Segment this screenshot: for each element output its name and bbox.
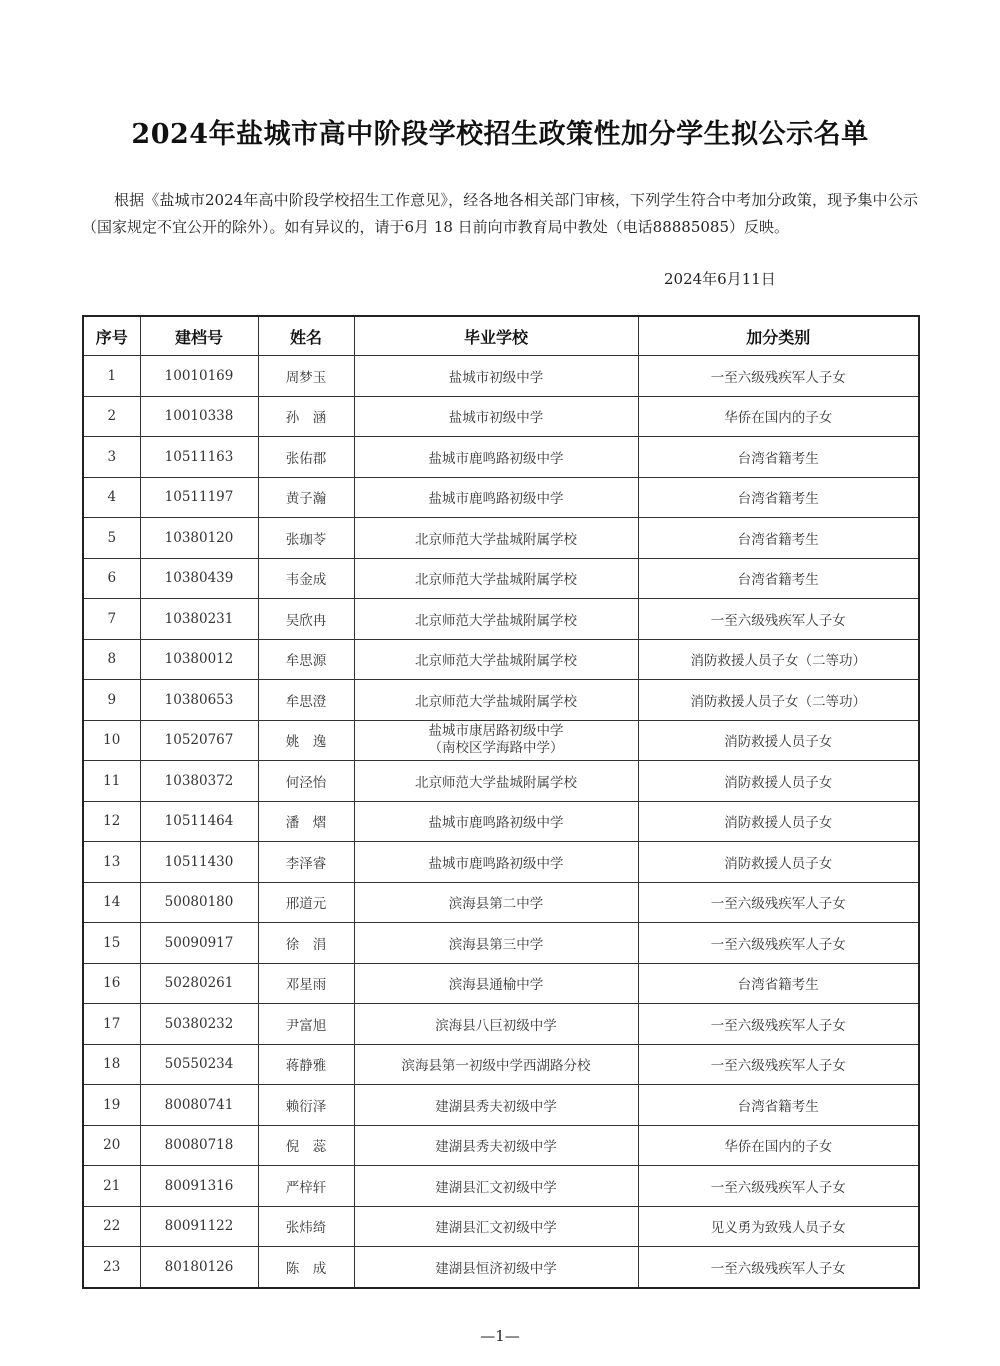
file-id-cell: 10380653 <box>140 680 258 721</box>
category-cell: 台湾省籍考生 <box>638 963 919 1004</box>
school-cell: 北京师范大学盐城附属学校 <box>354 761 638 802</box>
table-row <box>83 842 919 883</box>
school-cell: 盐城市鹿鸣路初级中学 <box>354 437 638 478</box>
category-cell: 消防救援人员子女 <box>638 801 919 842</box>
header-school: 毕业学校 <box>354 316 638 356</box>
serial-cell: 22 <box>83 1206 140 1247</box>
serial-cell: 16 <box>83 963 140 1004</box>
file-id-cell: 10511464 <box>140 801 258 842</box>
category-cell: 一至六级残疾军人子女 <box>638 1247 919 1288</box>
file-id-cell: 80080718 <box>140 1125 258 1166</box>
file-id-cell: 80091316 <box>140 1166 258 1207</box>
student-name-cell: 尹富旭 <box>258 1004 354 1045</box>
student-list-table <box>82 315 920 1289</box>
student-name-cell: 吴欣冉 <box>258 599 354 640</box>
file-id-cell: 10380120 <box>140 518 258 559</box>
document-title: 2024年盐城市高中阶段学校招生政策性加分学生拟公示名单 <box>131 119 869 150</box>
student-name-cell: 邢道元 <box>258 882 354 923</box>
student-name-cell: 牟思源 <box>258 639 354 680</box>
serial-cell: 20 <box>83 1125 140 1166</box>
table-row <box>83 1044 919 1085</box>
category-cell: 台湾省籍考生 <box>638 477 919 518</box>
category-cell: 一至六级残疾军人子女 <box>638 923 919 964</box>
file-id-cell: 80180126 <box>140 1247 258 1288</box>
school-cell: 北京师范大学盐城附属学校 <box>354 639 638 680</box>
table-row <box>83 437 919 478</box>
school-cell: 北京师范大学盐城附属学校 <box>354 518 638 559</box>
student-name-cell: 周梦玉 <box>258 356 354 397</box>
table-row <box>83 680 919 721</box>
table-row <box>83 761 919 802</box>
school-cell: 盐城市初级中学 <box>354 356 638 397</box>
student-name-cell: 韦金成 <box>258 558 354 599</box>
student-name-cell: 赖衍泽 <box>258 1085 354 1126</box>
student-name-cell: 严梓轩 <box>258 1166 354 1207</box>
table-row <box>83 882 919 923</box>
file-id-cell: 10520767 <box>140 720 258 761</box>
student-name-cell: 蒋静雅 <box>258 1044 354 1085</box>
school-cell: 建湖县秀夫初级中学 <box>354 1125 638 1166</box>
category-cell: 消防救援人员子女（二等功） <box>638 639 919 680</box>
table-row <box>83 801 919 842</box>
table-row <box>83 1206 919 1247</box>
category-cell: 台湾省籍考生 <box>638 437 919 478</box>
file-id-cell: 10380231 <box>140 599 258 640</box>
student-name-cell: 倪 蕊 <box>258 1125 354 1166</box>
file-id-cell: 10380439 <box>140 558 258 599</box>
table-row <box>83 923 919 964</box>
serial-cell: 9 <box>83 680 140 721</box>
file-id-cell: 10010338 <box>140 396 258 437</box>
table-row <box>83 1247 919 1288</box>
category-cell: 台湾省籍考生 <box>638 518 919 559</box>
file-id-cell: 80080741 <box>140 1085 258 1126</box>
category-cell: 一至六级残疾军人子女 <box>638 1166 919 1207</box>
serial-cell: 14 <box>83 882 140 923</box>
table-row <box>83 396 919 437</box>
category-cell: 台湾省籍考生 <box>638 558 919 599</box>
student-name-cell: 张炜绮 <box>258 1206 354 1247</box>
serial-cell: 10 <box>83 720 140 761</box>
student-name-cell: 黄子瀚 <box>258 477 354 518</box>
file-id-cell: 10010169 <box>140 356 258 397</box>
category-cell: 消防救援人员子女 <box>638 720 919 761</box>
serial-cell: 18 <box>83 1044 140 1085</box>
file-id-cell: 10511430 <box>140 842 258 883</box>
category-cell: 消防救援人员子女 <box>638 761 919 802</box>
file-id-cell: 10380012 <box>140 639 258 680</box>
school-cell: 盐城市初级中学 <box>354 396 638 437</box>
school-line-1: 盐城市康居路初级中学 <box>428 723 564 740</box>
student-name-cell: 姚 逸 <box>258 720 354 761</box>
school-cell: 盐城市鹿鸣路初级中学 <box>354 801 638 842</box>
school-cell: 建湖县恒济初级中学 <box>354 1247 638 1288</box>
serial-cell: 3 <box>83 437 140 478</box>
table-row <box>83 558 919 599</box>
school-cell <box>354 720 638 761</box>
school-cell: 北京师范大学盐城附属学校 <box>354 680 638 721</box>
publish-date: 2024年6月11日 <box>664 270 776 288</box>
student-name-cell: 潘 熠 <box>258 801 354 842</box>
table-row <box>83 963 919 1004</box>
category-cell: 华侨在国内的子女 <box>638 1125 919 1166</box>
table-row <box>83 356 919 397</box>
file-id-cell: 10511197 <box>140 477 258 518</box>
header-name: 姓名 <box>258 316 354 356</box>
student-name-cell: 何泾怡 <box>258 761 354 802</box>
school-cell: 建湖县汇文初级中学 <box>354 1206 638 1247</box>
file-id-cell: 50550234 <box>140 1044 258 1085</box>
category-cell: 台湾省籍考生 <box>638 1085 919 1126</box>
category-cell: 一至六级残疾军人子女 <box>638 599 919 640</box>
category-cell: 一至六级残疾军人子女 <box>638 882 919 923</box>
serial-cell: 12 <box>83 801 140 842</box>
student-name-cell: 孙 涵 <box>258 396 354 437</box>
table-row <box>83 1004 919 1045</box>
category-cell: 见义勇为致残人员子女 <box>638 1206 919 1247</box>
file-id-cell: 50380232 <box>140 1004 258 1045</box>
table-body <box>83 356 919 1288</box>
table-row <box>83 1166 919 1207</box>
school-cell: 北京师范大学盐城附属学校 <box>354 599 638 640</box>
serial-cell: 7 <box>83 599 140 640</box>
student-name-cell: 邓星雨 <box>258 963 354 1004</box>
header-category: 加分类别 <box>638 316 919 356</box>
category-cell: 一至六级残疾军人子女 <box>638 1004 919 1045</box>
student-name-cell: 张佑郡 <box>258 437 354 478</box>
file-id-cell: 10380372 <box>140 761 258 802</box>
school-cell: 滨海县第一初级中学西湖路分校 <box>354 1044 638 1085</box>
student-name-cell: 张珈苓 <box>258 518 354 559</box>
category-cell: 一至六级残疾军人子女 <box>638 1044 919 1085</box>
table-row <box>83 518 919 559</box>
school-line-2: （南校区学海路中学） <box>428 740 564 757</box>
file-id-cell: 10511163 <box>140 437 258 478</box>
serial-cell: 1 <box>83 356 140 397</box>
serial-cell: 21 <box>83 1166 140 1207</box>
header-serial: 序号 <box>83 316 140 356</box>
file-id-cell: 80091122 <box>140 1206 258 1247</box>
serial-cell: 23 <box>83 1247 140 1288</box>
serial-cell: 13 <box>83 842 140 883</box>
student-name-cell: 徐 涓 <box>258 923 354 964</box>
file-id-cell: 50280261 <box>140 963 258 1004</box>
school-cell: 盐城市鹿鸣路初级中学 <box>354 842 638 883</box>
file-id-cell: 50090917 <box>140 923 258 964</box>
serial-cell: 19 <box>83 1085 140 1126</box>
page-number: —1— <box>480 1327 520 1345</box>
serial-cell: 4 <box>83 477 140 518</box>
table-row <box>83 599 919 640</box>
student-name-cell: 牟思澄 <box>258 680 354 721</box>
student-name-cell: 陈 成 <box>258 1247 354 1288</box>
table-row <box>83 477 919 518</box>
serial-cell: 17 <box>83 1004 140 1045</box>
student-name-cell: 李泽睿 <box>258 842 354 883</box>
category-cell: 一至六级残疾军人子女 <box>638 356 919 397</box>
table-header-row <box>83 316 919 356</box>
table-row <box>83 639 919 680</box>
school-cell: 建湖县秀夫初级中学 <box>354 1085 638 1126</box>
school-cell: 滨海县第二中学 <box>354 882 638 923</box>
category-cell: 华侨在国内的子女 <box>638 396 919 437</box>
serial-cell: 2 <box>83 396 140 437</box>
file-id-cell: 50080180 <box>140 882 258 923</box>
intro-paragraph: 根据《盐城市2024年高中阶段学校招生工作意见》，经各地各相关部门审核，下列学生符合中考加分政策，现予集中公示（国家规定不宜公开的除外）。如有异议的，请于6月 18 日前向市教育局中教处（电话88885085）反映。 <box>82 191 918 236</box>
school-cell: 滨海县第三中学 <box>354 923 638 964</box>
table-row <box>83 1125 919 1166</box>
school-cell: 建湖县汇文初级中学 <box>354 1166 638 1207</box>
school-cell: 盐城市鹿鸣路初级中学 <box>354 477 638 518</box>
serial-cell: 5 <box>83 518 140 559</box>
serial-cell: 15 <box>83 923 140 964</box>
category-cell: 消防救援人员子女 <box>638 842 919 883</box>
school-cell: 滨海县八巨初级中学 <box>354 1004 638 1045</box>
serial-cell: 11 <box>83 761 140 802</box>
serial-cell: 8 <box>83 639 140 680</box>
table-row <box>83 720 919 761</box>
header-file-id: 建档号 <box>140 316 258 356</box>
category-cell: 消防救援人员子女（二等功） <box>638 680 919 721</box>
school-cell: 滨海县通榆中学 <box>354 963 638 1004</box>
school-cell: 北京师范大学盐城附属学校 <box>354 558 638 599</box>
serial-cell: 6 <box>83 558 140 599</box>
table-row <box>83 1085 919 1126</box>
